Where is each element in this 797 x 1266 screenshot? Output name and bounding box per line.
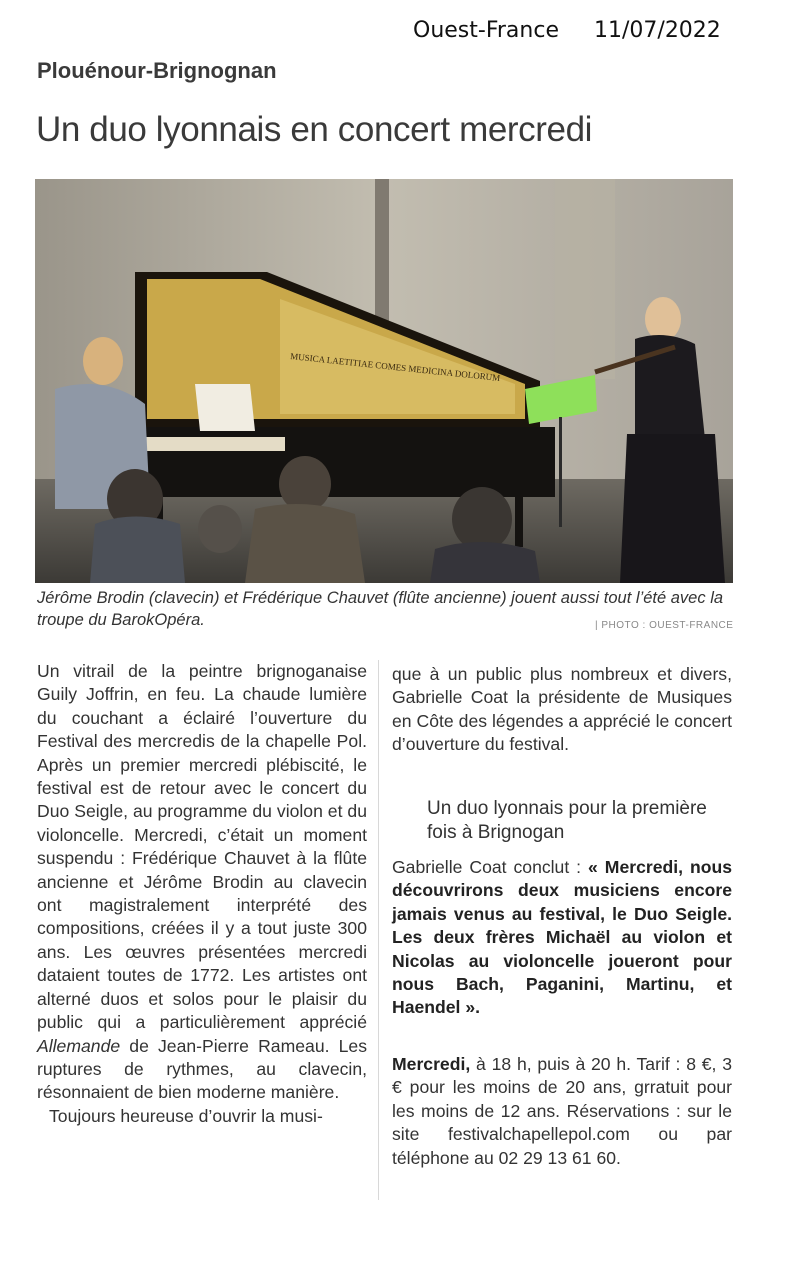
body-paragraph-3: que à un public plus nombreux et divers, Gabrielle Coat la présidente de Musiques en Côte des légendes a apprécié le concert d’ouverture du festival. (392, 664, 732, 755)
column-divider (378, 660, 379, 1200)
event-info: Mercredi, à 18 h, puis à 20 h. Tarif : 8 €, 3 € pour les moins de 20 ans, grratuit pour les moins de 12 ans. Réservations : sur le site festivalchapellepol.com ou par téléphone au 02 29 13 61 60. (392, 1054, 733, 1168)
event-day: Mercredi, (392, 1054, 471, 1074)
locality-heading: Plouénour-Brignognan (37, 58, 277, 83)
quote-paragraph: Gabrielle Coat conclut : « Mercredi, nous découvrirons deux musiciens encore jamais venus au festival, le Duo Seigle. Les deux frères Michaël au violon et Nicolas au violoncelle joueront pour nous Bach, Paganini, Martinu, et Haendel ». (392, 857, 732, 1018)
publication-date: 11/07/2022 (594, 18, 721, 43)
body-paragraph-2: Toujours heureuse d’ouvrir la musi- (49, 1105, 323, 1126)
photo-caption: Jérôme Brodin (clavecin) et Frédérique Chauvet (flûte ancienne) jouent aussi tout l’été avec la troupe du BarokOpéra. (37, 589, 724, 629)
article-column-1 (37, 660, 367, 1128)
newspaper-source: Ouest-France (413, 18, 559, 43)
article-subheading: Un duo lyonnais pour la première fois à Brignogan (427, 798, 707, 843)
harpsichord-inscription: MUSICA LAETITIAE COMES MEDICINA DOLORUM (289, 351, 501, 384)
article-headline: Un duo lyonnais en concert mercredi (36, 110, 593, 149)
body-paragraph-1: Un vitrail de la peintre brignoganaise Guily Joffrin, en feu. La chaude lumière du couchant a éclairé l’ouverture du Festival des mercredis de la chapelle Pol. Après un premier mercredi plébiscité, le festival est de retour avec le concert du Duo Seigle, au programme du violon et du violoncelle. Mercredi, c’était un moment suspendu : Frédérique Chauvet à la flûte ancienne et Jérôme Brodin au clavecin ont magistralement interprété des compositions, créées il y a tout juste 300 ans. Les œuvres présentées mercredi dataient toutes de 1772. Les artistes ont alterné duos et solos pour le plaisir du public qui a particulièrement apprécié Allemande de Jean-Pierre Rameau. Les ruptures de rythmes, au clavecin, résonnaient de bien moderne manière. (37, 661, 368, 1103)
quote-text: « Mercredi, nous découvrirons deux musiciens encore jamais venus au festival, le Duo Seigle. Les deux frères Michaël au violon et Nicolas au violoncelle joueront pour nous Bach, Paganini, Martinu, et Haendel ». (392, 857, 732, 1018)
photo-credit: | PHOTO : OUEST-FRANCE (595, 620, 734, 631)
concert-photo (35, 179, 733, 583)
work-title: Allemande (37, 1035, 121, 1056)
article-column-2-intro (392, 663, 732, 757)
